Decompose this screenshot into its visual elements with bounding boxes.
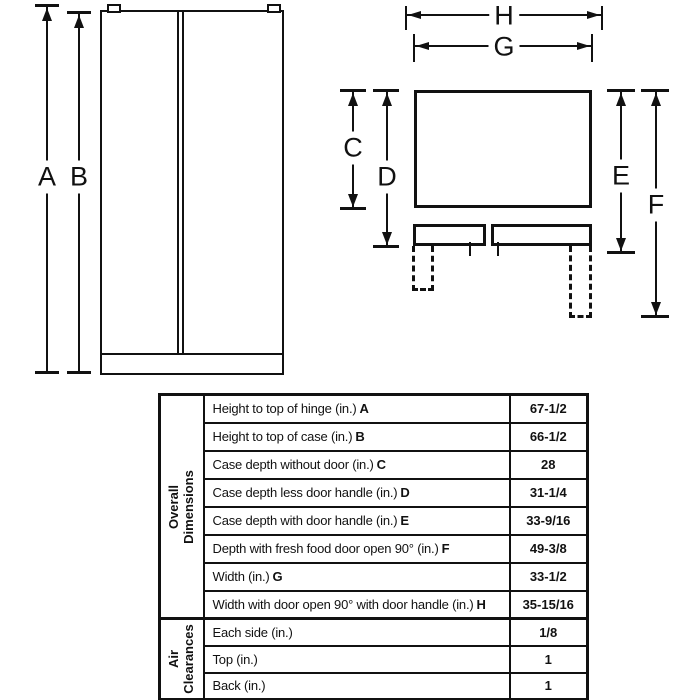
table-row — [160, 619, 588, 646]
right-door-handle-dashed-outline — [569, 246, 592, 318]
row-label: Case depth less door handle (in.) — [212, 485, 398, 500]
dim-g-right-tick — [591, 34, 593, 62]
table-row — [160, 535, 588, 563]
left-door-handle-dashed-outline — [412, 246, 434, 291]
table-row — [160, 646, 588, 673]
right-door-hinge-tick — [497, 242, 499, 256]
dim-b-bottom-cap — [67, 371, 91, 374]
row-value: 28 — [510, 451, 588, 479]
table-row — [160, 395, 588, 423]
dim-label-f: F — [643, 189, 670, 222]
section-title-line: Air — [165, 649, 181, 669]
fridge-door-divider-right-line — [182, 12, 184, 354]
dim-f-down-arrowhead — [651, 302, 661, 315]
row-dim-letter: C — [376, 457, 386, 472]
dim-d-up-arrowhead — [382, 93, 392, 106]
fridge-outline — [100, 10, 284, 375]
fridge-door-divider-left-line — [177, 12, 179, 354]
table-row — [160, 591, 588, 619]
dim-e-down-arrowhead — [616, 238, 626, 251]
row-value: 49-3/8 — [510, 535, 588, 563]
row-value: 1/8 — [510, 619, 588, 646]
table-row — [160, 563, 588, 591]
row-value: 66-1/2 — [510, 423, 588, 451]
fridge-left-hinge — [107, 4, 121, 13]
dim-g-left-arrowhead — [416, 42, 429, 50]
section-title-line: Dimensions — [180, 469, 196, 544]
dim-f-up-arrowhead — [651, 93, 661, 106]
dim-h-left-tick — [405, 6, 407, 30]
dim-label-h: H — [489, 0, 519, 33]
dim-c-bottom-cap — [340, 207, 366, 210]
row-value: 1 — [510, 646, 588, 673]
row-label: Case depth without door (in.) — [212, 457, 374, 472]
row-label: Width (in.) — [212, 569, 270, 584]
section-title-line: Overall — [165, 484, 181, 529]
table-row — [160, 451, 588, 479]
row-dim-letter: A — [359, 401, 369, 417]
row-label: Width with door open 90° with door handle (in.) — [212, 596, 474, 612]
dim-h-right-arrowhead — [587, 11, 600, 19]
dim-label-g: G — [488, 31, 519, 64]
dim-a-up-arrowhead — [42, 8, 52, 21]
row-dim-letter: D — [400, 485, 410, 500]
right-door-top-view — [491, 224, 592, 246]
table-row — [160, 673, 588, 700]
dim-g-right-arrowhead — [577, 42, 590, 50]
section-title-line: Clearances — [180, 624, 196, 694]
dim-e-up-arrowhead — [616, 93, 626, 106]
row-dim-letter: B — [355, 429, 365, 444]
table-row — [160, 479, 588, 507]
row-label: Each side (in.) — [212, 624, 293, 640]
dim-c-down-arrowhead — [348, 194, 358, 207]
case-outline-top-view — [414, 90, 592, 208]
row-dim-letter: G — [272, 569, 283, 584]
row-label: Top (in.) — [212, 651, 258, 667]
dim-g-left-tick — [413, 34, 415, 62]
row-label: Case depth with door handle (in.) — [212, 513, 398, 528]
left-door-top-view — [413, 224, 486, 246]
row-value: 67-1/2 — [510, 395, 588, 423]
dim-d-down-arrowhead — [382, 232, 392, 245]
row-dim-letter: F — [441, 541, 450, 556]
dim-label-c: C — [338, 132, 368, 165]
dim-a-bottom-cap — [35, 371, 59, 374]
left-door-hinge-tick — [469, 242, 471, 256]
dim-label-e: E — [607, 160, 635, 193]
row-value: 1 — [510, 673, 588, 700]
dim-b-up-arrowhead — [74, 15, 84, 28]
dim-label-b: B — [65, 161, 93, 194]
dimensions-table — [158, 393, 589, 700]
table-row — [160, 507, 588, 535]
row-label: Back (in.) — [212, 678, 266, 694]
row-value: 33-1/2 — [510, 563, 588, 591]
row-dim-letter: H — [476, 596, 486, 612]
dim-e-bottom-cap — [607, 251, 635, 254]
row-value: 33-9/16 — [510, 507, 588, 535]
dim-label-a: A — [33, 161, 61, 194]
section-header-overall-dimensions — [160, 395, 204, 619]
row-label: Height to top of hinge (in.) — [212, 401, 357, 417]
dim-h-left-arrowhead — [408, 11, 421, 19]
row-dim-letter: E — [400, 513, 409, 528]
fridge-right-hinge — [267, 4, 281, 13]
dim-d-bottom-cap — [373, 245, 399, 248]
dim-c-up-arrowhead — [348, 93, 358, 106]
section-header-air-clearances — [160, 619, 204, 700]
row-value: 35-15/16 — [510, 591, 588, 619]
dim-f-bottom-cap — [641, 315, 669, 318]
row-label: Depth with fresh food door open 90° (in.) — [212, 541, 439, 556]
dim-label-d: D — [372, 161, 402, 194]
fridge-kick-plate-line — [102, 353, 282, 355]
row-value: 31-1/4 — [510, 479, 588, 507]
table-row — [160, 423, 588, 451]
row-label: Height to top of case (in.) — [212, 429, 353, 444]
dim-h-right-tick — [601, 6, 603, 30]
